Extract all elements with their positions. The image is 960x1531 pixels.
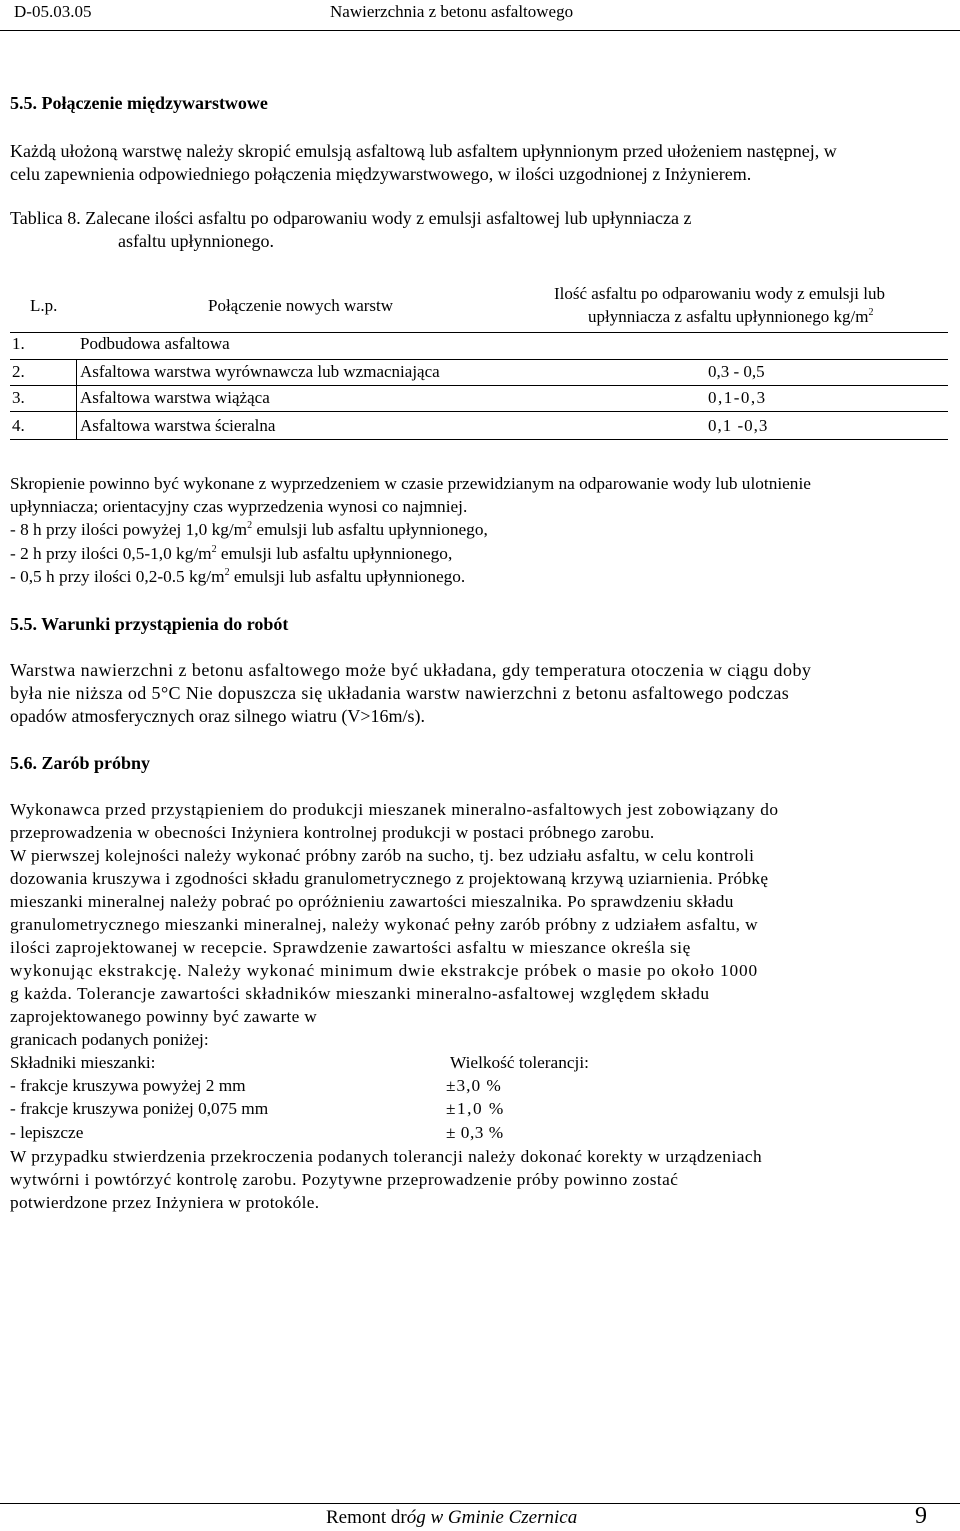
paragraph-line: ilości zaprojektowanej w recepcie. Sprawdzenie zawartości asfaltu w mieszance określa się — [10, 938, 691, 957]
table-row-name: Asfaltowa warstwa wyrównawcza lub wzmacniająca — [80, 362, 440, 381]
table-row-no: 3. — [12, 388, 25, 407]
table-header-layer: Połączenie nowych warstw — [208, 296, 394, 315]
table-header-amount-unit: upłynniacza z asfaltu upłynnionego $kg/m^2$ — [588, 307, 874, 326]
paragraph-line: przeprowadzenia w obecności Inżyniera kontrolnej produkcji w postaci próbnego zarobu. — [10, 823, 655, 842]
paragraph-line: upłynniacza; orientacyjny czas wyprzedzenia wynosi co najmniej. — [10, 497, 468, 516]
tolerance-row-name: - lepiszcze — [10, 1123, 84, 1142]
paragraph-line: Wykonawca przed przystąpieniem do produkcji mieszanek mineralno-asfaltowych jest zobowiązany do — [10, 800, 779, 819]
paragraph-line: Warstwa nawierzchni z betonu asfaltowego może być układana, gdy temperatura otoczenia w ciągu doby — [10, 660, 812, 680]
page-number: 9 — [915, 1503, 927, 1529]
paragraph-line: dozowania kruszywa i zgodności składu granulometrycznego z projektowaną krzywą uziarnienia. Próbkę — [10, 869, 769, 888]
paragraph-line: W przypadku stwierdzenia przekroczenia podanych tolerancji należy dokonać korekty w urządzeniach — [10, 1147, 763, 1166]
paragraph-line: Skropienie powinno być wykonane z wyprzedzeniem w czasie przewidzianym na odparowanie wody lub ulotnienie — [10, 474, 811, 493]
doc-title: Nawierzchnia z betonu asfaltowego — [330, 2, 574, 21]
paragraph-line: Każdą ułożoną warstwę należy skropić emulsją asfaltową lub asfaltem upłynnionym przed ułożeniem następnej, w — [10, 141, 837, 161]
tolerance-row-name: - frakcje kruszywa poniżej 0,075 mm — [10, 1099, 269, 1118]
tolerance-row-value: ± 0,3 % — [446, 1123, 504, 1142]
table-row-name: Asfaltowa warstwa wiążąca — [80, 388, 270, 407]
footer-rule — [0, 1503, 960, 1504]
paragraph-line: wykonując ekstrakcję. Należy wykonać minimum dwie ekstrakcje próbek o masie po około 1000 — [10, 961, 758, 980]
list-item: - 0,5 h przy ilości 0,2-0.5 $kg/m^2$ emulsji lub asfaltu upłynnionego. — [10, 567, 466, 586]
paragraph-line: mieszanki mineralnej należy pobrać po opróżnieniu zawartości mieszalnika. Po sprawdzeniu składu — [10, 892, 734, 911]
paragraph-line: granulometrycznego mieszanki mineralnej, należy wykonać pełny zarób próbny z udziałem asfaltu, w — [10, 915, 759, 934]
paragraph-line: W pierwszej kolejności należy wykonać próbny zarób na sucho, tj. bez udziału asfaltu, w celu kontroli — [10, 846, 755, 865]
paragraph-line: opadów atmosferycznych oraz silnego wiatru (V>16m/s). — [10, 706, 426, 726]
table-row-value: 0,1 -0,3 — [708, 416, 769, 435]
table-row-no: 4. — [12, 416, 25, 435]
paragraph-line: wytwórni i powtórzyć kontrolę zarobu. Pozytywne przeprowadzenie próby powinno zostać — [10, 1170, 679, 1189]
paragraph-line: potwierdzone przez Inżyniera w protokóle. — [10, 1193, 320, 1212]
footer-text: Remont dróg w Gminie Czernica — [326, 1507, 578, 1528]
paragraph-line: g każda. Tolerancje zawartości składników mieszanki mineralno-asfaltowej względem składu — [10, 984, 710, 1003]
tolerance-header-values: Wielkość tolerancji: — [450, 1053, 589, 1072]
section-heading-conditions: 5.5. Warunki przystąpienia do robót — [10, 614, 289, 634]
paragraph-line: granicach podanych poniżej: — [10, 1030, 209, 1049]
table-row-name: Podbudowa asfaltowa — [80, 334, 230, 353]
tolerance-row-value: ±3,0 % — [446, 1076, 502, 1095]
table-row-value: 0,3 - 0,5 — [708, 362, 765, 381]
paragraph-line: zaprojektowanego powinny być zawarte w — [10, 1007, 317, 1026]
list-item: - 2 h przy ilości 0,5-1,0 $kg/m^2$ emulsji lub asfaltu upłynnionego, — [10, 544, 453, 563]
header-rule — [0, 30, 960, 31]
list-item: - 8 h przy ilości powyżej 1,0 $kg/m^2$ emulsji lub asfaltu upłynnionego, — [10, 520, 488, 539]
table-row-no: 1. — [12, 334, 25, 353]
section-heading-trial-batch: 5.6. Zarób próbny — [10, 753, 151, 773]
tolerance-header-components: Składniki mieszanki: — [10, 1053, 156, 1072]
table-header-amount: Ilość asfaltu po odparowaniu wody z emulsji lub — [554, 284, 885, 303]
paragraph-line: była nie niższa od 5°C Nie dopuszcza się układania warstw nawierzchni z betonu asfaltowego podczas — [10, 683, 790, 703]
paragraph-line: celu zapewnienia odpowiedniego połączenia międzywarstwowego, w ilości uzgodnionej z Inżynierem. — [10, 164, 752, 184]
doc-code: D-05.03.05 — [14, 2, 92, 21]
table-caption: Tablica 8. Zalecane ilości asfaltu po odparowaniu wody z emulsji asfaltowej lub upłynniacza z — [10, 208, 692, 228]
table-caption: asfaltu upłynnionego. — [118, 231, 274, 251]
section-heading-interlayer: 5.5. Połączenie międzywarstwowe — [10, 93, 268, 113]
tolerance-row-value: ±1,0 % — [446, 1099, 505, 1118]
table-row-no: 2. — [12, 362, 25, 381]
table-row-value: 0,1-0,3 — [708, 388, 767, 407]
table-header-lp: L.p. — [30, 296, 58, 315]
table-row-name: Asfaltowa warstwa ścieralna — [80, 416, 276, 435]
tolerance-row-name: - frakcje kruszywa powyżej 2 mm — [10, 1076, 246, 1095]
